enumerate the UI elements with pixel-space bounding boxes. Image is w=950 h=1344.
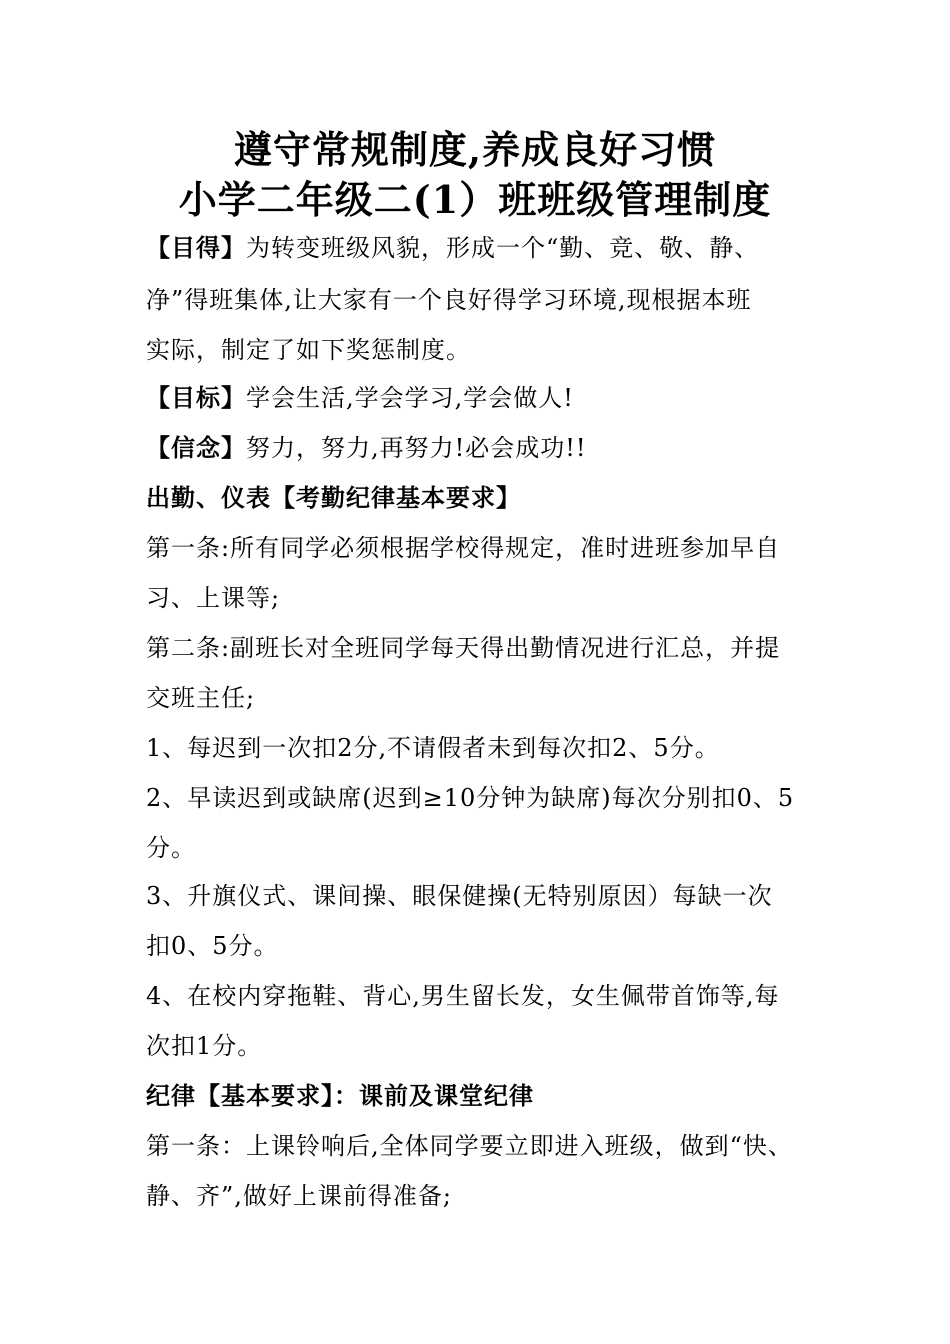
- attendance-item: 4、在校内穿拖鞋、背心,男生留长发，女生佩带首饰等,每: [146, 982, 780, 1010]
- attendance-item: 3、升旗仪式、课间操、眼保健操(无特别原因）每缺一次: [146, 882, 773, 910]
- purpose-label: 【目得】: [146, 233, 246, 262]
- attendance-rule-line: 习、上课等;: [146, 584, 281, 612]
- purpose-paragraph-line: 净”得班集体,让大家有一个良好得学习环境,现根据本班: [146, 286, 752, 314]
- goal-line: [146, 382, 574, 414]
- goal-text: 学会生活,学会学习,学会做人!: [246, 384, 574, 412]
- discipline-heading: 纪律【基本要求】：课前及课堂纪律: [146, 1081, 534, 1110]
- attendance-item: 扣0、5分。: [146, 932, 279, 960]
- goal-label: 【目标】: [146, 383, 246, 412]
- belief-label: 【信念】: [146, 433, 246, 462]
- purpose-paragraph-line: [146, 232, 759, 264]
- attendance-item: 2、早读迟到或缺席(迟到≥10分钟为缺席)每次分别扣0、5: [146, 784, 795, 812]
- document-subtitle: 小学二年级二(1）班班级管理制度: [178, 177, 772, 222]
- attendance-rule-line: 第二条:副班长对全班同学每天得出勤情况进行汇总，并提: [146, 634, 781, 662]
- attendance-rule-line: 第一条:所有同学必须根据学校得规定，准时进班参加早自: [146, 534, 781, 562]
- attendance-item: 1、每迟到一次扣2分,不请假者未到每次扣2、5分。: [146, 734, 720, 762]
- purpose-paragraph-line: 实际，制定了如下奖惩制度。: [146, 336, 471, 364]
- attendance-item: 分。: [146, 834, 196, 862]
- discipline-rule-line: 第一条：上课铃响后,全体同学要立即进入班级，做到“快、: [146, 1132, 793, 1160]
- purpose-text: 为转变班级风貌，形成一个“勤、竞、敬、静、: [246, 234, 760, 262]
- document-title: 遵守常规制度,养成良好习惯: [233, 127, 717, 172]
- attendance-heading: 出勤、仪表【考勤纪律基本要求】: [146, 483, 521, 512]
- attendance-item: 次扣1分。: [146, 1032, 263, 1060]
- discipline-rule-line: 静、齐”,做好上课前得准备;: [146, 1182, 452, 1210]
- belief-text: 努力，努力,再努力!必会成功!!: [246, 434, 587, 462]
- belief-line: [146, 432, 587, 464]
- attendance-rule-line: 交班主任;: [146, 684, 256, 712]
